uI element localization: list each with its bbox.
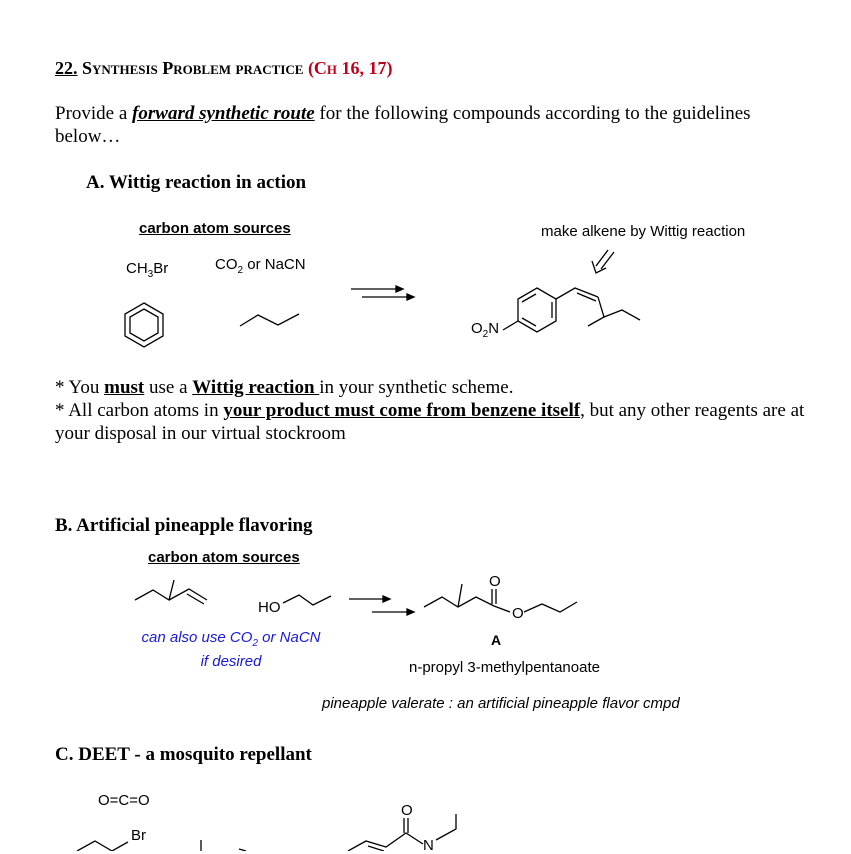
note-2-c: , but any other reagents are at your disposal in our virtual stockroom — [55, 400, 805, 444]
intro-text-start: Provide a — [55, 103, 133, 124]
section-b-heading: B. Artificial pineapple flavoring — [55, 515, 313, 536]
section-a-heading: A. Wittig reaction in action — [86, 172, 307, 193]
annotation-arrow — [592, 250, 614, 273]
note-2-benzene: your product must come from benzene itself — [223, 400, 581, 421]
note-1-wittig: Wittig reaction — [192, 377, 320, 398]
nitro-group-label: $O_2N$ — [471, 320, 500, 340]
reagent-ho-label: HO — [258, 599, 281, 616]
section-c-heading — [55, 744, 312, 766]
intro-emphasis: forward synthetic route — [132, 103, 315, 124]
branched-alkene-structure — [135, 580, 174, 600]
intro-paragraph — [55, 102, 815, 148]
section-a-notes — [55, 376, 835, 445]
section-b-sources-label: carbon atom sources — [148, 549, 300, 566]
reagent-br-label: Br — [131, 827, 146, 844]
deet-reagent-partial — [77, 840, 246, 851]
optional-line-2: if desired — [200, 653, 262, 670]
problem-title — [55, 58, 393, 79]
wittig-annotation: make alkene by Wittig reaction — [541, 223, 746, 240]
wittig-product-structure — [503, 288, 640, 332]
propyl-chain-structure — [240, 314, 299, 326]
note-1-must: must — [104, 377, 145, 398]
reagent-co2-nacn: $CO_2$ or NaCN — [215, 256, 306, 276]
optional-reagents-note — [131, 629, 331, 671]
note-2-a: * All carbon atoms in — [55, 400, 224, 421]
ester-carbonyl-o: O — [489, 573, 501, 590]
note-must-wittig — [55, 376, 835, 399]
product-a-label: A — [491, 632, 502, 648]
note-1-a: * You — [55, 377, 105, 398]
problem-heading: Synthesis Problem practice — [82, 58, 304, 78]
section-a-sources-label: carbon atom sources — [139, 220, 291, 237]
deet-product-partial — [348, 814, 456, 851]
propanol-chain-structure — [283, 595, 331, 605]
branched-alkene-vinyl — [169, 589, 207, 600]
intro-text-end: for the following compounds according to the guidelines below… — [55, 103, 751, 147]
note-1-e: in your synthetic scheme. — [319, 377, 514, 398]
problem-number: 22. — [55, 58, 78, 78]
reagent-co2-structure: O=C=O — [98, 792, 150, 809]
section-c-subtitle: - a mosquito repellant — [134, 744, 312, 765]
deet-amide-n: N — [423, 837, 434, 854]
reaction-arrow-b — [349, 596, 414, 615]
benzene-structure — [125, 303, 163, 347]
reagent-methyl-bromide: $CH_3Br$ — [126, 260, 169, 280]
ester-ether-o: O — [512, 605, 524, 622]
deet-carbonyl-o: O — [401, 802, 413, 819]
product-a-name: n-propyl 3-methylpentanoate — [409, 659, 600, 676]
chapter-reference: (Ch 16, 17) — [307, 58, 393, 78]
reaction-arrow-a — [351, 286, 414, 300]
section-c-title: C. DEET — [55, 744, 135, 765]
note-1-c: use a — [144, 377, 193, 398]
product-a-description: pineapple valerate : an artificial pineapple flavor cmpd — [322, 695, 680, 712]
optional-line-1: can also use $CO_2$ or NaCN — [141, 629, 321, 649]
note-benzene-source — [55, 399, 835, 445]
